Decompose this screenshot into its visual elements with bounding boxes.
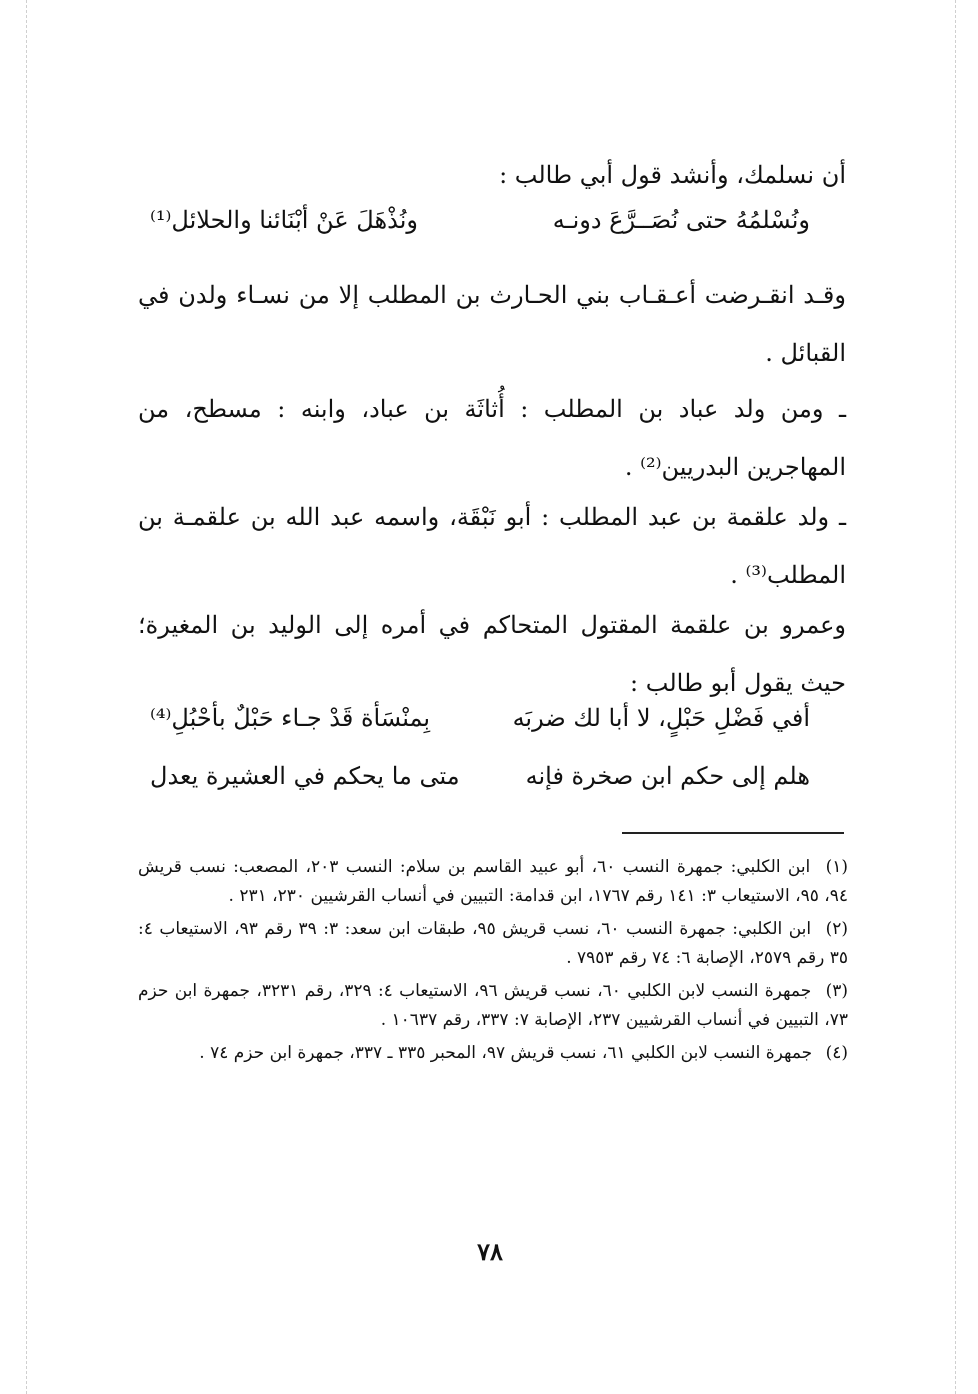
footnote-number: (٤) [825,1043,848,1063]
footnote-1 [138,853,848,911]
footnote-text: جمهرة النسب لابن الكلبي ٦١، نسب قريش ٩٧، المحبر ٣٣٥ ـ ٣٣٧، جمهرة ابن حزم ٧٤ . [199,1043,813,1063]
footnote-4 [138,1039,848,1068]
verse-first-hemistich: ونُسْلمُهُ حتى نُصَــرَّعَ دونـه [552,206,810,234]
footnote-text: جمهرة النسب لابن الكلبي ٦٠، نسب قريش ٩٦، الاستيعاب ٤: ٣٢٩، رقم ٣٢٣١، جمهرة ابن حزم ٧٣، التبيين في أنساب القرشيين ٢٣٧، الإصابة ٧: ٣٣٧، رقم ١٠٦٣٧ . [138,981,848,1030]
paragraph-text: وقـد انقـرضت أعـقـاب بني الحـارث بن المطلب إلا من نسـاء ولدن في القبائل . [138,281,846,367]
paragraph-4 [138,488,846,604]
verse-second-hemistich: ونُذْهَلَ عَنْ أبْنَائنا والحلائل⁽¹⁾ [150,206,418,234]
footnote-2 [138,915,848,973]
footnote-text: ابن الكلبي: جمهرة النسب ٦٠، أبو عبيد القاسم بن سلام: النسب ٢٠٣، المصعب: نسب قريش ٩٤، ٩٥، الاستيعاب ٣: ١٤١ رقم ١٧٦٧، ابن قدامة: التبيين في أنساب القرشيين ٢٣٠، ٢٣١ . [138,857,848,906]
footnote-number: (١) [825,857,849,877]
paragraph-2 [138,266,846,382]
verse-line-2 [150,704,810,762]
verse-second-hemistich: بِمنْسَأة قَدْ جـاء حَبْلٌ بأحْبُلِ⁽⁴⁾ [150,704,431,732]
verse-first-hemistich: هلم إلى حكم ابن صخرة فإنه [525,762,810,790]
footnote-number: (٣) [825,981,849,1001]
paragraph-5 [138,596,846,712]
verse-second-hemistich: متى ما يحكم في العشيرة يعدل [150,762,460,790]
page-number: ٧٨ [477,1237,503,1266]
paragraph-3 [138,380,846,496]
paragraph-text: ـ ولد علقمة بن عبد المطلب : أبو نَبْقَة، واسمه عبد الله بن علقمـة بن المطلب⁽³⁾ . [138,503,846,589]
paragraph-1 [138,146,846,204]
footnote-number: (٢) [825,919,849,939]
paragraph-text: ـ ومن ولد عباد بن المطلب : أُثاثَة بن عباد، وابنه : مسطح، من المهاجرين البدريين⁽²⁾ . [138,395,846,481]
verse-first-hemistich: أفي فَضْلِ حَبْلٍ، لا أبا لك ضربَه [512,704,810,732]
paragraph-text: وعمرو بن علقمة المقتول المتحاكم في أمره إلى الوليد بن المغيرة؛ حيث يقول أبو طالب : [138,611,846,697]
footnote-3 [138,977,848,1035]
footnotes [138,853,848,1072]
footnote-text: ابن الكلبي: جمهرة النسب ٦٠، نسب قريش ٩٥، طبقات ابن سعد: ٣: ٣٩ رقم ٩٣، الاستيعاب ٤: ٣٥ رقم ٢٥٧٩، الإصابة ٦: ٧٤ رقم ٧٩٥٣ . [138,919,848,968]
scan-margin-line-right [955,0,956,1394]
paragraph-text: أن نسلمك، وأنشد قول أبي طالب : [499,161,846,189]
verse-line-1 [150,206,810,264]
verse-line-3 [150,762,810,820]
footnote-separator [622,832,844,834]
scan-margin-line-left [26,0,27,1394]
